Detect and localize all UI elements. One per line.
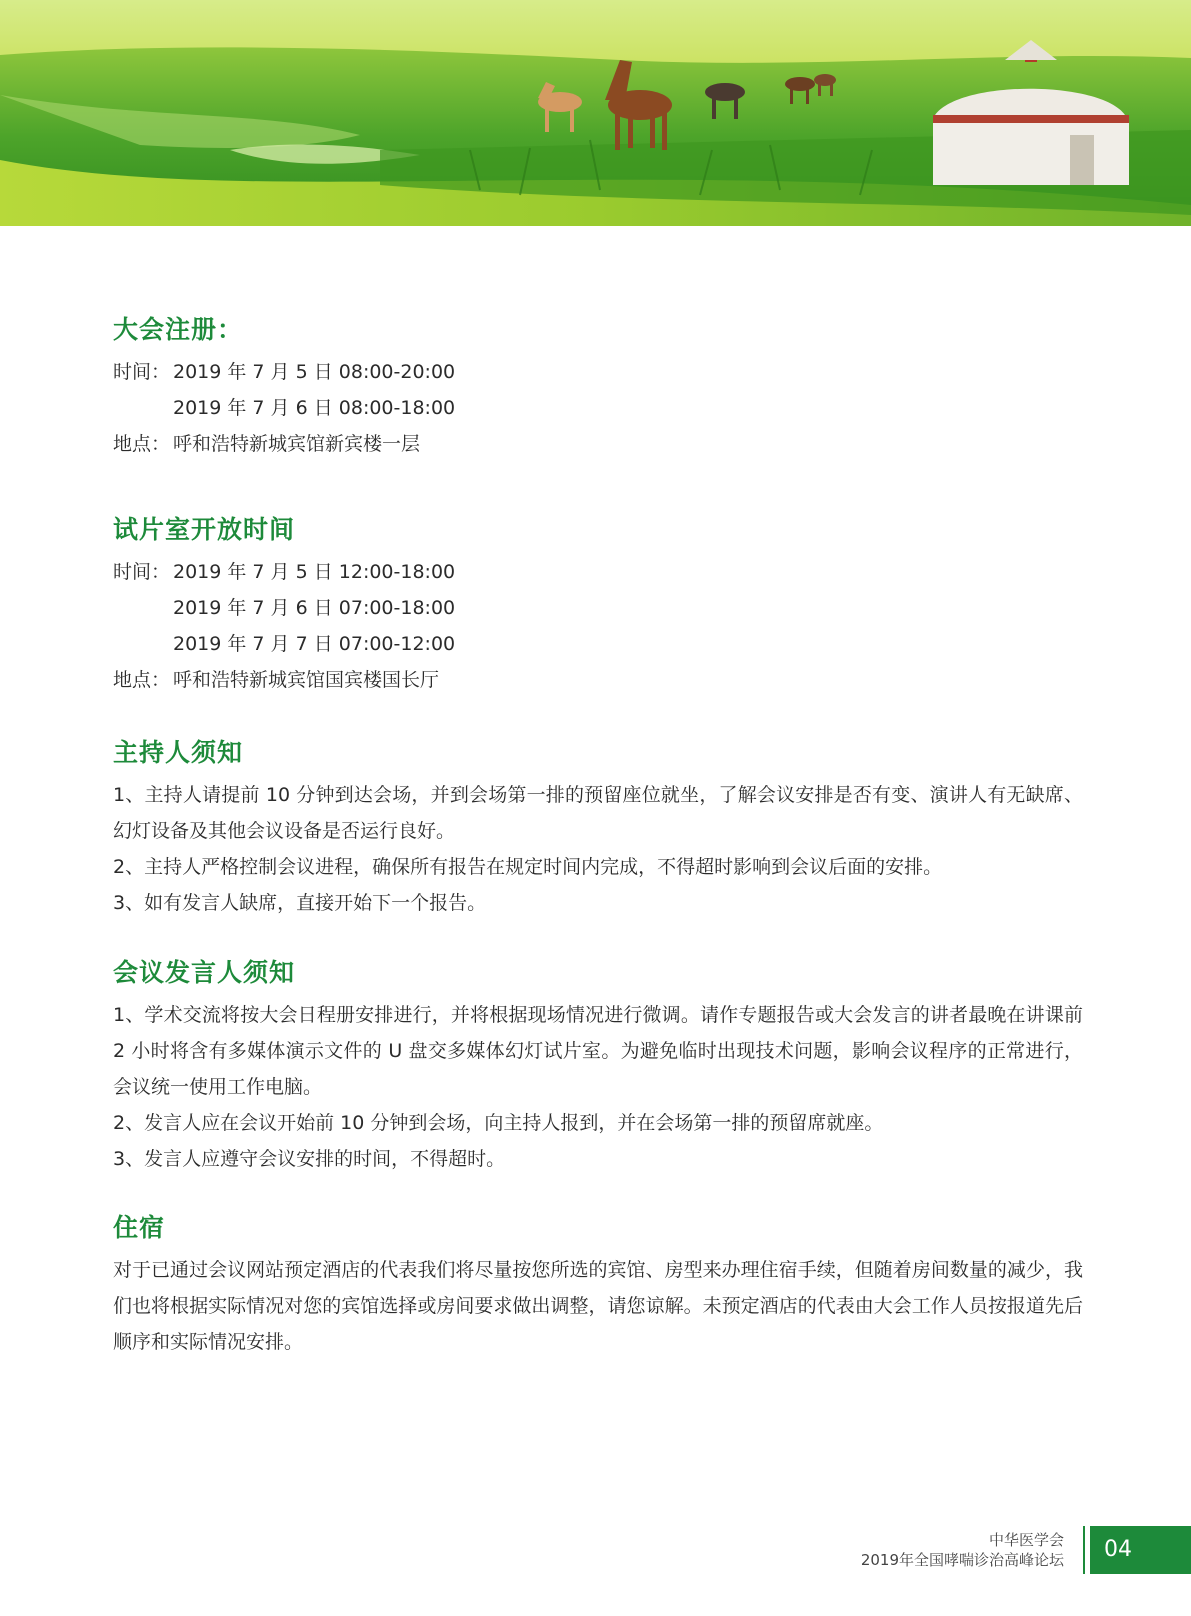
header-banner-image [0,0,1191,226]
list-item: 1、主持人请提前 10 分钟到达会场，并到会场第一排的预留座位就坐，了解会议安排是否有变、演讲人有无缺席、幻灯设备及其他会议设备是否运行良好。 [113,784,1083,842]
row-value: 2019 年 7 月 6 日 08:00-18:00 [173,397,456,419]
info-row [113,554,1083,590]
info-row [113,390,1083,426]
row-value: 2019 年 7 月 5 日 12:00-18:00 [173,561,456,583]
section-title: 试片室开放时间 [113,515,296,544]
row-value: 2019 年 7 月 5 日 08:00-20:00 [173,361,456,383]
footer-divider [1083,1526,1085,1574]
list-item: 3、发言人应遵守会议安排的时间，不得超时。 [113,1148,506,1170]
info-row [113,354,1083,390]
list-item: 1、学术交流将按大会日程册安排进行，并将根据现场情况进行微调。请作专题报告或大会发言的讲者最晚在讲课前 2 小时将含有多媒体演示文件的 U 盘交多媒体幻灯试片室。为避免临时出现技术问题，影响会议程序的正常进行，会议统一使用工作电脑。 [113,1004,1083,1098]
list-item: 3、如有发言人缺席，直接开始下一个报告。 [113,892,487,914]
host-notice-section [113,735,1083,921]
page-number: 04 [1090,1526,1191,1574]
info-row [113,626,1083,662]
speaker-notice-section [113,955,1083,1177]
info-row [113,662,1083,698]
list-item: 2、主持人严格控制会议进程，确保所有报告在规定时间内完成，不得超时影响到会议后面的安排。 [113,856,943,878]
row-label [113,390,173,426]
viewing-room-section [113,512,1083,698]
section-title: 会议发言人须知 [113,958,296,987]
info-row [113,590,1083,626]
section-title: 主持人须知 [113,738,244,767]
registration-section [113,312,1083,462]
lodging-section [113,1210,1083,1360]
info-row [113,426,1083,462]
row-value: 2019 年 7 月 7 日 07:00-12:00 [173,633,456,655]
row-label [113,626,173,662]
row-label: 地点： [113,669,171,691]
lodging-text: 对于已通过会议网站预定酒店的代表我们将尽量按您所选的宾馆、房型来办理住宿手续，但随着房间数量的减少，我们也将根据实际情况对您的宾馆选择或房间要求做出调整，请您谅解。未预定酒店的代表由大会工作人员按报道先后顺序和实际情况安排。 [113,1259,1083,1353]
row-label [113,590,173,626]
footer-event-name: 2019年全国哮喘诊治高峰论坛 [860,1551,1064,1569]
section-title: 住宿 [113,1213,166,1242]
row-value: 呼和浩特新城宾馆国宾楼国长厅 [173,669,440,691]
section-title: 大会注册： [113,315,244,344]
row-label: 时间： [113,361,171,383]
row-value: 呼和浩特新城宾馆新宾楼一层 [173,433,421,455]
row-value: 2019 年 7 月 6 日 07:00-18:00 [173,597,456,619]
footer-org-name: 中华医学会 [988,1531,1064,1549]
footer-organization [861,1530,1064,1570]
row-label: 时间： [113,561,171,583]
row-label: 地点： [113,433,171,455]
list-item: 2、发言人应在会议开始前 10 分钟到会场，向主持人报到，并在会场第一排的预留席就座。 [113,1112,884,1134]
